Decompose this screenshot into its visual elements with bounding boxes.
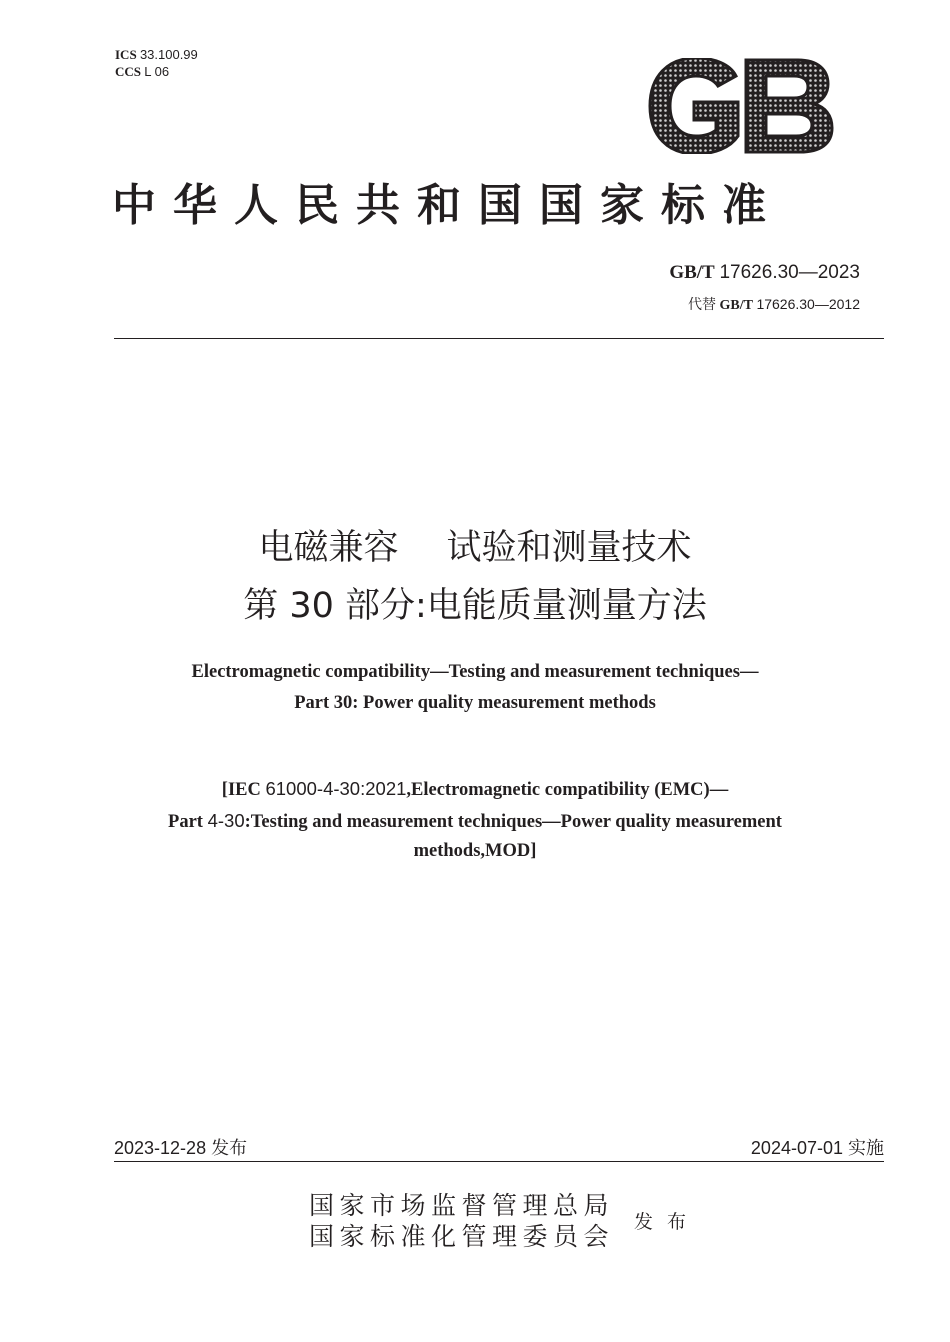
ics-code: [115, 46, 198, 63]
iec-ref-text: ,Electromagnetic compatibility (EMC)—: [406, 780, 729, 800]
issuer-line-1: 国家市场监督管理总局: [309, 1191, 615, 1220]
issue-date: 2023-12-28 发布: [114, 1138, 248, 1158]
top-divider: [114, 338, 884, 339]
national-standard-title: 中华人民共和国国家标准: [112, 180, 783, 231]
iec-reference-line-1: [0, 778, 950, 801]
iec-reference-line-3: methods,MOD]: [413, 841, 537, 861]
ics-label: ICS: [115, 47, 137, 62]
iec-ref-number: 4-30: [207, 810, 245, 831]
issuer-line-2: 国家标准化管理委员会: [309, 1222, 615, 1251]
chinese-title-part-b: 试验和测量技术: [446, 528, 692, 568]
issuing-authorities: [309, 1190, 614, 1252]
logo-letter-b: [746, 60, 832, 152]
ccs-value: L 06: [144, 64, 170, 79]
iec-ref-text: :Testing and measurement techniques—Power quality measurement: [244, 812, 782, 832]
replaces-prefix: GB/T: [719, 298, 753, 313]
ics-value: 33.100.99: [139, 47, 198, 62]
ccs-code: [115, 63, 198, 80]
replaces-number: 17626.30—2012: [756, 296, 860, 312]
iec-ref-text: [IEC: [221, 780, 266, 800]
replaces-standard: [688, 294, 860, 314]
iec-ref-text: Part: [168, 812, 208, 832]
chinese-title-line-1: [0, 520, 950, 570]
standard-number: [669, 262, 860, 284]
ccs-label: CCS: [115, 64, 142, 79]
standard-number-value: 17626.30—2023: [719, 262, 860, 283]
iec-ref-number: 61000-4-30:2021: [265, 778, 407, 799]
english-title-line-1: Electromagnetic compatibility—Testing and measurement techniques—: [191, 662, 759, 682]
implementation-date: 2024-07-01 实施: [750, 1138, 884, 1158]
publish-label: 发布: [634, 1211, 701, 1233]
iec-reference-line-2: [0, 810, 950, 833]
logo-letter-g: [650, 58, 738, 154]
chinese-title-line-2: 第 30 部分:电能质量测量方法: [243, 586, 707, 626]
classification-codes: [115, 46, 198, 80]
english-title-line-2: Part 30: Power quality measurement methods: [294, 693, 656, 713]
standard-number-prefix: GB/T: [669, 262, 715, 283]
bottom-divider: [114, 1161, 884, 1162]
chinese-title-part-a: 电磁兼容: [258, 528, 399, 568]
gb-logo: [648, 58, 834, 154]
replaces-label: 代替: [687, 297, 716, 313]
